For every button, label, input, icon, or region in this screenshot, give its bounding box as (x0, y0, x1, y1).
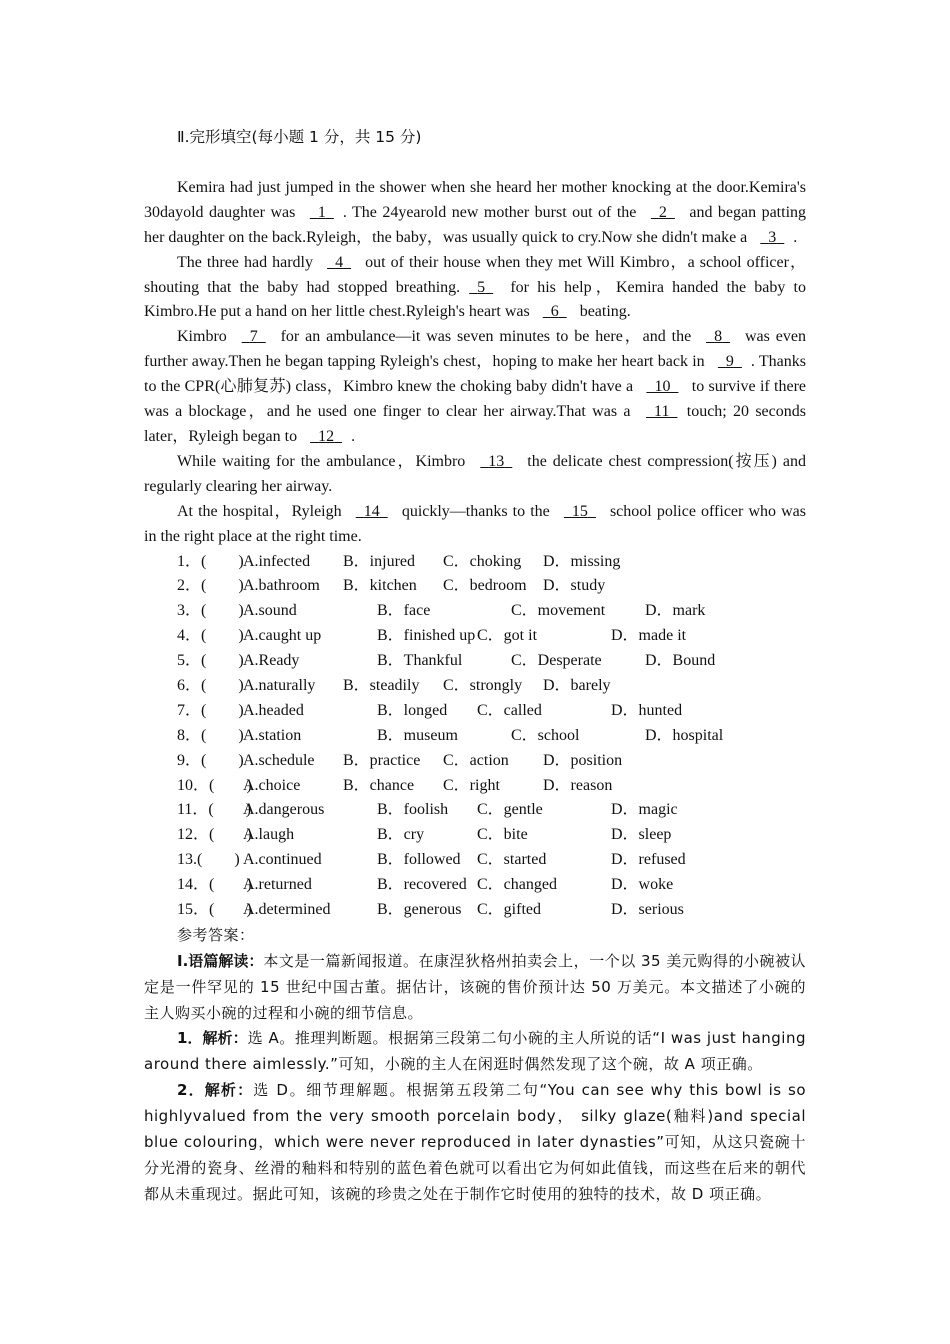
option-b[interactable]: B．kitchen (343, 577, 417, 595)
option-a[interactable]: A.choice (243, 776, 301, 794)
answer-explanation-1: 1．解析：选 A。推理判断题。根据第三段第二句小碗的主人所说的话“I was just hanging around there aimlessly.”可知，小碗的主人在闲逛时偶然发现了这个碗，故 A 项正确。 (144, 1029, 807, 1074)
question-number: 4．( ) (177, 627, 244, 645)
option-b[interactable]: B．Thankful (377, 652, 463, 670)
document-content (144, 125, 806, 1208)
option-b[interactable]: B．finished up (377, 627, 476, 645)
blank-2[interactable]: 2 (658, 203, 667, 221)
passage-paragraph-3: Kimbro 7 for an ambulance—it was seven minutes to be here，and the 8 was even further away.Then he began tapping Ryleigh's chest，hoping to make her heart back in 9 . Thanks to the CPR(心肺复苏) class，Kimbro knew the choking baby didn't have a 10 to survive if there was a blockage，and he used one finger to clear her airway.That was a 11 touch; 20 seconds later，Ryleigh began to 12 . (144, 325, 806, 450)
question-row (177, 898, 806, 923)
answer-explanation-2: 2．解析：选 D。细节理解题。根据第五段第二句“You can see why this bowl is so highlyvalued from the very smooth porcelain body， silky glaze(釉料)and special blue colouring，which were never reproduced in later dynasties”可知，从这只瓷碗十分光滑的瓷身、丝滑的釉料和特别的蓝色着色就可以看出它为何如此值钱，而这些在后来的朝代都从未重现过。据此可知，该碗的珍贵之处在于制作它时使用的独特的技术，故 D 项正确。 (144, 1081, 807, 1203)
question-row (177, 649, 806, 674)
question-row (177, 599, 806, 624)
option-d[interactable]: D．study (543, 577, 606, 595)
blank-13[interactable]: 13 (488, 452, 505, 470)
option-a[interactable]: A.Ready (243, 652, 300, 670)
option-a[interactable]: A.laugh (243, 826, 295, 844)
question-list (144, 550, 806, 923)
blank-1[interactable]: 1 (317, 203, 326, 221)
blank-4[interactable]: 4 (335, 253, 344, 271)
blank-7[interactable]: 7 (249, 328, 258, 346)
option-d[interactable]: D．reason (543, 776, 613, 794)
option-a[interactable]: A.infected (243, 552, 311, 570)
option-d[interactable]: D．mark (645, 602, 706, 620)
question-number: 6．( ) (177, 676, 244, 694)
passage-paragraph-2: The three had hardly 4 out of their house when they met Will Kimbro，a school officer，shouting that the baby had stopped breathing. 5 for his help，Kemira handed the baby to Kimbro.He put a hand on her little chest.Ryleigh's heart was 6 beating. (144, 251, 806, 326)
question-number: 7．( ) (177, 701, 244, 719)
option-c[interactable]: C．gentle (477, 801, 543, 819)
option-d[interactable]: D．Bound (645, 652, 716, 670)
passage-paragraph-4: While waiting for the ambulance，Kimbro 13 the delicate chest compression(按压) and regularly clearing her airway. (144, 450, 806, 500)
question-number: 8．( ) (177, 726, 244, 744)
blank-6[interactable]: 6 (550, 303, 559, 321)
option-c[interactable]: C．called (477, 701, 542, 719)
option-c[interactable]: C．gifted (477, 900, 541, 918)
question-row (177, 574, 806, 599)
blank-8[interactable]: 8 (714, 328, 723, 346)
blank-12[interactable]: 12 (318, 427, 335, 445)
option-d[interactable]: D．missing (543, 552, 621, 570)
option-d[interactable]: D．magic (611, 801, 678, 819)
question-row (177, 674, 806, 699)
option-b[interactable]: B．cry (377, 826, 425, 844)
question-row (177, 624, 806, 649)
question-number: 12．( ) (177, 826, 252, 844)
option-c[interactable]: C．bite (477, 826, 528, 844)
option-a[interactable]: A.dangerous (243, 801, 325, 819)
question-row (177, 550, 806, 575)
option-b[interactable]: B．generous (377, 900, 462, 918)
option-c[interactable]: C．choking (443, 552, 522, 570)
option-c[interactable]: C．school (511, 726, 580, 744)
question-number: 10．( ) (177, 776, 252, 794)
blank-5[interactable]: 5 (477, 278, 486, 296)
blank-10[interactable]: 10 (654, 378, 671, 396)
option-a[interactable]: A.continued (243, 851, 322, 869)
option-a[interactable]: A.naturally (243, 676, 316, 694)
option-d[interactable]: D．hospital (645, 726, 724, 744)
option-d[interactable]: D．sleep (611, 826, 672, 844)
passage-paragraph-5: At the hospital，Ryleigh 14 quickly—thanks to the 15 school police officer who was in the right place at the right time. (144, 500, 806, 550)
question-row (177, 873, 806, 898)
question-row (177, 724, 806, 749)
question-number: 9．( ) (177, 751, 244, 769)
option-c[interactable]: C．action (443, 751, 509, 769)
option-a[interactable]: A.station (243, 726, 302, 744)
blank-11[interactable]: 11 (654, 403, 670, 421)
option-c[interactable]: C．changed (477, 876, 557, 894)
option-d[interactable]: D．barely (543, 676, 611, 694)
answer-title: 参考答案： (177, 925, 255, 944)
option-a[interactable]: A.sound (243, 602, 297, 620)
blank-3[interactable]: 3 (768, 228, 777, 246)
option-d[interactable]: D．hunted (611, 701, 683, 719)
answer-intro: Ⅰ.语篇解读：本文是一篇新闻报道。在康涅狄格州拍卖会上，一个以 35 美元购得的小碗被认定是一件罕见的 15 世纪中国古董。据估计，该碗的售价预计达 50 万美元。本文描述了小碗的主人购买小碗的过程和小碗的细节信息。 (144, 951, 806, 1022)
question-row (177, 749, 806, 774)
option-c[interactable]: C．got it (477, 627, 538, 645)
option-b[interactable]: B．chance (343, 776, 415, 794)
blank-14[interactable]: 14 (363, 502, 380, 520)
option-a[interactable]: A.determined (243, 900, 331, 918)
question-row (177, 774, 806, 799)
passage-paragraph-1: Kemira had just jumped in the shower when she heard her mother knocking at the door.Kemira's 30dayold daughter was 1 . The 24yearold new mother burst out of the 2 and began patting her daughter on the back.Ryleigh，the baby，was usually quick to cry.Now she didn't make a 3 . (144, 176, 806, 251)
option-a[interactable]: A.returned (243, 876, 312, 894)
option-d[interactable]: D．position (543, 751, 623, 769)
blank-15[interactable]: 15 (571, 502, 588, 520)
question-number: 1．( ) (177, 552, 244, 570)
option-a[interactable]: A.bathroom (243, 577, 320, 595)
option-a[interactable]: A.headed (243, 701, 304, 719)
option-b[interactable]: B．followed (377, 851, 461, 869)
blank-9[interactable]: 9 (725, 353, 734, 371)
option-c[interactable]: C．bedroom (443, 577, 527, 595)
question-number: 3．( ) (177, 602, 244, 620)
option-b[interactable]: B．museum (377, 726, 458, 744)
option-d[interactable]: D．made it (611, 627, 687, 645)
option-b[interactable]: B．face (377, 602, 431, 620)
option-c[interactable]: C．right (443, 776, 500, 794)
question-number: 2．( ) (177, 577, 244, 595)
section-heading-text: Ⅱ.完形填空(每小题 1 分，共 15 分) (177, 128, 422, 146)
option-d[interactable]: D．serious (611, 900, 684, 918)
question-row (177, 798, 806, 823)
option-b[interactable]: B．practice (343, 751, 421, 769)
option-b[interactable]: B．recovered (377, 876, 467, 894)
option-b[interactable]: B．steadily (343, 676, 420, 694)
option-b[interactable]: B．foolish (377, 801, 449, 819)
question-number: 11．( ) (177, 801, 252, 819)
option-b[interactable]: B．longed (377, 701, 448, 719)
question-row (177, 823, 806, 848)
option-d[interactable]: D．refused (611, 851, 686, 869)
question-number: 14．( ) (177, 876, 252, 894)
question-row (177, 699, 806, 724)
option-c[interactable]: C．started (477, 851, 547, 869)
option-c[interactable]: C．Desperate (511, 652, 602, 670)
question-number: 15．( ) (177, 900, 252, 918)
question-row (177, 848, 806, 873)
option-d[interactable]: D．woke (611, 876, 674, 894)
option-c[interactable]: C．movement (511, 602, 606, 620)
option-b[interactable]: B．injured (343, 552, 415, 570)
option-a[interactable]: A.schedule (243, 751, 315, 769)
option-a[interactable]: A.caught up (243, 627, 322, 645)
option-c[interactable]: C．strongly (443, 676, 523, 694)
section-heading (177, 125, 806, 151)
question-number: 13.( ) (177, 851, 240, 869)
question-number: 5．( ) (177, 652, 244, 670)
